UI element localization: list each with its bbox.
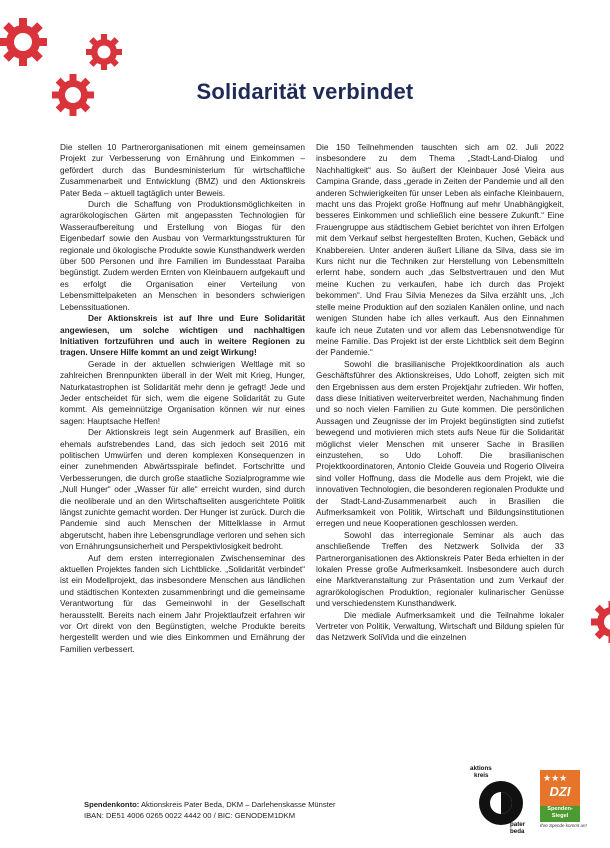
aktionskreis-logo xyxy=(470,765,532,835)
paragraph: Die stellen 10 Partnerorganisationen mit einem gemeinsamen Projekt zur Verbesserung von Ernährung und Einkommen – gefördert durch das Bundesministerium für wirtschaftliche Zusammenarbeit und Entwicklung (BMZ) und den Aktionskreis Pater Beda – aktuell tagtäglich unter Beweis. xyxy=(60,142,305,198)
dzi-badge: Spenden-Siegel xyxy=(540,806,580,822)
logo-word-1: aktions xyxy=(470,765,492,772)
paragraph: Die 150 Teilnehmenden tauschten sich am 02. Juli 2022 insbesondere zu dem Thema „Stadt-Land-Dialog und Nachhaltigkeit“ aus. So äußert der Kleinbauer José Vieira aus Campina Grande, dass „gerade in Zeiten der Pandemie und all den anderen Schwierigkeiten für unser Leben als einfache Kleinbauern, macht uns das Projekt große Hoffnung auf mehr Unabhängigkeit, besseres Einkommen und schließlich eine bessere Zukunft.“ Eine Frauengruppe aus städtischem Gebiet berichtet von ihren Erfolgen mit dem Verkauf selbst hergestellten Broten, Kuchen, Gebäck und Knabbereien. Unter anderen äußert Liliane da Silva, dass sie im Kurs nicht nur die Techniken zur Herstellung von Lebensmitteln erlernt habe, sondern auch „das Selbstvertrauen und den Mut meine Kuchen zu verkaufen, habe ich durch das Projekt bekommen“. Und Frau Silvia Menezes da Silva erzählt uns, „Ich stelle meine Produktion auf den sozialen Kanälen online, und nach wenigen Stunden habe ich alles verkauft. Aus den Einnahmen kaufe ich neue Zutaten und vor allem das Lebensnotwendige für meine Familie. Das Projekt ist der erste Lichtblick seit dem Beginn der Pandemie.“ xyxy=(316,142,564,358)
donation-account-line: Aktionskreis Pater Beda, DKM – Darlehenskasse Münster xyxy=(140,800,336,809)
donation-label: Spendenkonto: xyxy=(84,800,140,809)
paragraph: Die mediale Aufmerksamkeit und die Teilnahme lokaler Vertreter von Politik, Verwaltung, Wirtschaft und Bildung spielen für das Netzwerk SoliVida und die einzelnen xyxy=(316,609,564,643)
dzi-letters: DZI xyxy=(549,784,571,799)
logo-word-3: pater xyxy=(510,821,526,828)
paragraph: Sowohl das interregionale Seminar als auch das anschließende Treffen des Netzwerk Solivida der 33 Partnerorganisationen des Aktionskreis Pater Beda erhielten in der lokalen Presse große Aufmerksamkeit. Insbesondere auch durch eine Marktveranstaltung zur Präsentation und zum Verkauf der agrarökologischen Produktion, regionaler kulinarischer Genüsse und verschiedenstem Kunsthandwerk. xyxy=(316,529,564,609)
logo-word-4: beda xyxy=(510,828,525,835)
donation-account xyxy=(84,800,336,821)
paragraph: Der Aktionskreis legt sein Augenmerk auf Brasilien, ein ehemals aufstrebendes Land, das sich jedoch seit 2016 mit politischen Umwürfen und deren komplexen Konsequenzen in einer zunehmenden Abwärtsspirale befindet. Fortschritte und Verbesserungen, die durch große staatliche Sozialprogramme wie „Null Hunger“ oder „Wasser für alle“ erreicht wurden, sind durch die neoliberale und an den Wirtschaftseliten ausgerichtete Politik längst zunichte gemacht worden. Der Hunger ist zurück. Durch die Pandemie sind auch Menschen der Mittelklasse in Armut abgerutscht, haben ihre Lebensgrundlage verloren und sehen sich von Ernährungsunsicherheit und Perspektivlosigkeit bedroht. xyxy=(60,427,305,552)
iban-line: IBAN: DE51 4006 0265 0022 4442 00 / BIC: GENODEM1DKM xyxy=(84,810,296,820)
paragraph: Sowohl die brasilianische Projektkoordination als auch Geschäftsführer des Aktionskreises, Udo Lohoff, zeigten sich mit den Ergebnissen aus dem ersten Projektjahr zufrieden. Wir hoffen, dass diese Initiativen weiterverbreitet werden, Nachahmung finden und so noch vielen Familien zu Gute kommen. Die persönlichen Aussagen und Zeugnisse der im Projekt begünstigten sind zutiefst bewegend und motivieren mich stets aufs Neue für die Solidarität möglichst vieler Menschen mit unserer Sache in Brasilien einzustehen, so Udo Lohoff. Die brasilianischen Projektkoordinatoren, Antonio Cleide Gouveia und Rogerio Oliveira sind voller Hoffnung, dass die Modelle aus dem Projekt, wie die innovativen Technologien, die besonderen regionalen Produkte und der Stadt-Land-Zusammenarbeit auch in Brasilien die Aufmerksamkeit von Politik, Wirtschaft und Bildungsinstitutionen erregen und neue Kooperationen geschlossen werden. xyxy=(316,358,564,529)
left-column xyxy=(60,142,305,655)
page-title: Solidarität verbindet xyxy=(196,78,414,104)
gear-icon xyxy=(588,598,610,646)
right-column xyxy=(316,142,564,644)
dzi-tagline: Ihre Spende kommt an! xyxy=(540,823,587,828)
dzi-seal xyxy=(540,770,600,832)
paragraph: Der Aktionskreis ist auf Ihre und Eure Solidarität angewiesen, um solche wichtigen und nachhaltigen Initiativen fortzuführen und auch in weitere Regionen zu tragen. Unsere Hilfe kommt an und zeigt Wirkung! xyxy=(60,313,305,358)
paragraph: Gerade in der aktuellen schwierigen Weltlage mit so zahlreichen Brennpunkten überall in der Welt mit Krieg, Hunger, Naturkatastrophen ist Solidarität mehr denn je gefragt! Jede und Jeder entscheidet für sich, wem die eigene Solidarität zu Gute kommt. Als gemeinnützige Organisation können wir nur eines sagen: Hauptsache Helfen! xyxy=(60,358,305,426)
paragraph: Durch die Schaffung von Produktionsmöglichkeiten in agrarökologischen Gärten mit angepassten Technologien für Wasseraufbereitung und Erstellung von Biogas für den Eigenbedarf sowie den Ausbau von Vermarktungsstrukturen für regionale und ökologische Produkte sowie Kunsthandwerk werden über 500 Personen und ihre Familien im Bundesstaat Paraiba begünstigt. Zudem werden Ernten von Kleinbauern aufgekauft und es erfolgt die Organisation einer Verteilung von Lebensmittelpaketen an Menschen in besonders schwierigen Lebenssituationen. xyxy=(60,199,305,312)
logo-word-2: kreis xyxy=(474,772,489,779)
svg-text:★★★: ★★★ xyxy=(543,774,568,784)
paragraph: Auf dem ersten interregionalen Zwischenseminar des aktuellen Projektes fanden sich Lichtblicke. „Solidarität verbindet“ ist ein Modellprojekt, das insbesondere Menschen aus ländlichen und städtischen Kontexten zusammenbringt und die gemeinsame Verantwortung für das Gemeinwohl in der Gesellschaft herausstellt. Bereits nach einem Jahr Projektlaufzeit erfahren wir vor Ort direkt von den Begünstigten, welche Produkte bereits hergestellt werden und wie dies Einkommen und Ernährung der Familien verbessert. xyxy=(60,552,305,654)
